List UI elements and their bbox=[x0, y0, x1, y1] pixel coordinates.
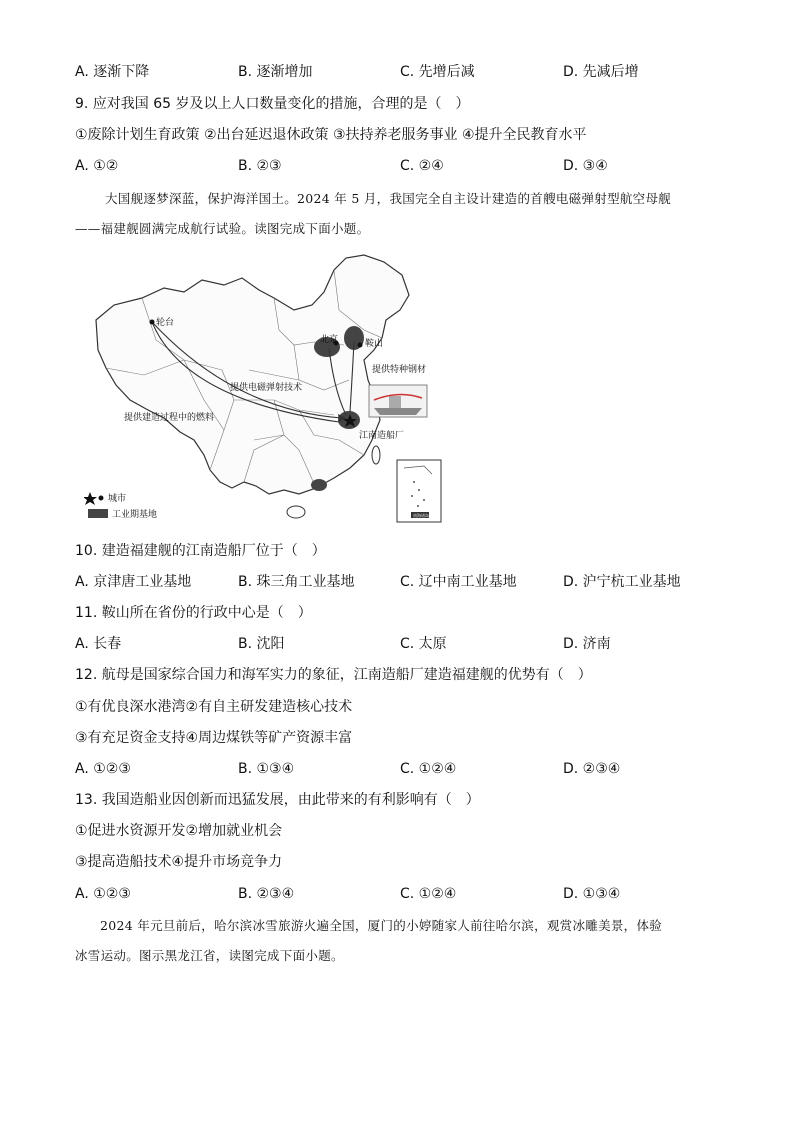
q12-stem: 12. 航母是国家综合国力和海军实力的象征，江南造船厂建造福建舰的优势有（ ） bbox=[75, 667, 592, 683]
legend-base: 工业期基地 bbox=[112, 510, 158, 520]
q9-stem: 9. 应对我国 65 岁及以上人口数量变化的措施，合理的是（ ） bbox=[75, 96, 470, 112]
q13-stem: 13. 我国造船业因创新而迅猛发展，由此带来的有利影响有（ ） bbox=[75, 792, 480, 808]
q13-option-b: B. ②③④ bbox=[238, 886, 295, 902]
q8-option-c: C. 先增后减 bbox=[400, 64, 475, 80]
zhusanjiao-base bbox=[311, 479, 327, 491]
q10-stem: 10. 建造福建舰的江南造船厂位于（ ） bbox=[75, 543, 326, 559]
q13-items-1: ①促进水资源开发②增加就业机会 bbox=[75, 823, 283, 839]
q13-items-2: ③提高造船技术④提升市场竞争力 bbox=[75, 854, 283, 870]
label-anshan: 鞍山 bbox=[365, 339, 384, 349]
q9-option-a: A. ①② bbox=[75, 158, 119, 174]
aircraft-carrier-icon bbox=[369, 385, 427, 417]
svg-text:南海诸岛: 南海诸岛 bbox=[413, 513, 429, 518]
q9-option-c: C. ②④ bbox=[400, 158, 444, 174]
q12-option-b: B. ①③④ bbox=[238, 761, 295, 777]
legend-base-swatch bbox=[88, 509, 108, 518]
q9-items: ①废除计划生育政策 ②出台延迟退休政策 ③扶持养老服务事业 ④提升全民教育水平 bbox=[75, 127, 587, 143]
q12-items-2: ③有充足资金支持④周边煤铁等矿产资源丰富 bbox=[75, 730, 353, 746]
q12-option-c: C. ①②④ bbox=[400, 761, 457, 777]
map-legend bbox=[84, 492, 157, 520]
q11-stem: 11. 鞍山所在省份的行政中心是（ ） bbox=[75, 605, 312, 621]
q13-option-d: D. ①③④ bbox=[563, 886, 621, 902]
q12-option-d: D. ②③④ bbox=[563, 761, 621, 777]
q8-option-b: B. 逐渐增加 bbox=[238, 64, 313, 80]
q10-option-d: D. 沪宁杭工业基地 bbox=[563, 574, 681, 590]
label-luntai: 轮台 bbox=[156, 318, 175, 328]
passage1-line1: 大国舰逐梦深蓝，保护海洋国土。2024 年 5 月，我国完全自主设计建造的首艘电磁弹射型航空母舰 bbox=[105, 191, 672, 206]
luntai-marker bbox=[150, 320, 155, 325]
label-steel: 提供特种钢材 bbox=[372, 365, 427, 375]
passage2-line2: 冰雪运动。图示黑龙江省，读图完成下面小题。 bbox=[75, 948, 344, 963]
q11-option-d: D. 济南 bbox=[563, 636, 611, 652]
q13-option-a: A. ①②③ bbox=[75, 886, 131, 902]
china-map bbox=[84, 250, 444, 525]
q13-option-c: C. ①②④ bbox=[400, 886, 457, 902]
south-china-sea-inset bbox=[397, 460, 441, 522]
q9-option-d: D. ③④ bbox=[563, 158, 608, 174]
legend-dot-icon bbox=[99, 496, 104, 501]
passage1-line2: ——福建舰圆满完成航行试验。读图完成下面小题。 bbox=[75, 221, 370, 236]
taiwan-island bbox=[372, 446, 380, 464]
label-jiangnan: 江南造船厂 bbox=[359, 431, 405, 441]
q8-option-a: A. 逐渐下降 bbox=[75, 64, 150, 80]
legend-city: 城市 bbox=[108, 494, 127, 504]
china-outline bbox=[96, 255, 409, 494]
q10-option-b: B. 珠三角工业基地 bbox=[238, 574, 355, 590]
legend-star-icon bbox=[84, 492, 97, 505]
label-beijing: 北京 bbox=[320, 335, 339, 345]
q10-option-c: C. 辽中南工业基地 bbox=[400, 574, 517, 590]
passage2-line1: 2024 年元旦前后，哈尔滨冰雪旅游火遍全国，厦门的小婷随家人前往哈尔滨，观赏冰雕美景，体验 bbox=[100, 918, 663, 933]
label-fuel: 提供建造过程中的燃料 bbox=[124, 413, 215, 423]
q11-option-c: C. 太原 bbox=[400, 636, 447, 652]
anshan-marker bbox=[358, 343, 363, 348]
hainan-island bbox=[287, 506, 305, 518]
q11-option-a: A. 长春 bbox=[75, 636, 122, 652]
label-em-tech: 提供电磁弹射技术 bbox=[230, 383, 303, 393]
q8-option-d: D. 先减后增 bbox=[563, 64, 639, 80]
q9-option-b: B. ②③ bbox=[238, 158, 282, 174]
q10-option-a: A. 京津唐工业基地 bbox=[75, 574, 192, 590]
q12-option-a: A. ①②③ bbox=[75, 761, 131, 777]
q11-option-b: B. 沈阳 bbox=[238, 636, 285, 652]
q12-items-1: ①有优良深水港湾②有自主研发建造核心技术 bbox=[75, 699, 353, 715]
